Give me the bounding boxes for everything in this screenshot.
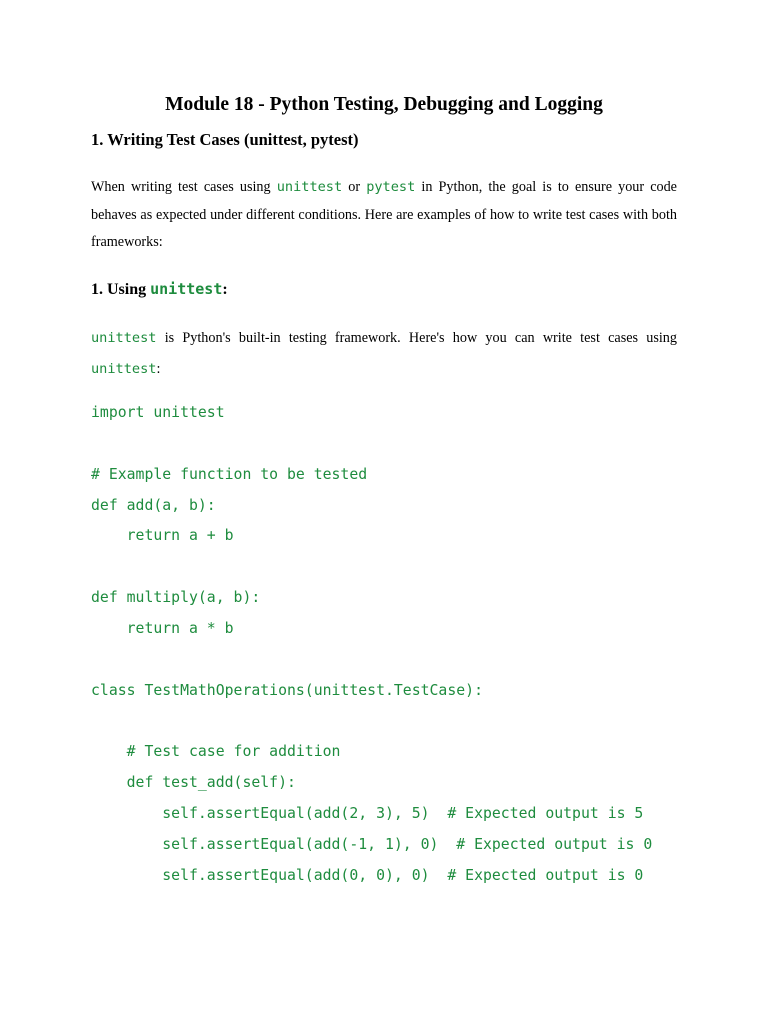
code-line: return a + b — [91, 527, 234, 545]
intro-text-3: in Python, the goal is to ensure your code behaves as expected under different conditions. Here are examples of how to write test cases with both frameworks: — [91, 179, 677, 250]
code-line: # Example function to be tested — [91, 465, 368, 483]
intro-text-1: When writing test cases using — [91, 179, 277, 195]
code-line — [91, 645, 652, 676]
unittest-para-code-2: unittest — [91, 361, 157, 377]
subheading-suffix: : — [222, 281, 228, 298]
unittest-para-text-1: is Python's built-in testing framework. Here's how you can write test cases using — [156, 330, 677, 346]
subheading-using-unittest — [91, 277, 228, 302]
intro-code-unittest: unittest — [276, 179, 343, 195]
code-line — [91, 429, 652, 460]
unittest-paragraph — [91, 323, 677, 385]
code-block — [91, 398, 652, 892]
code-line — [91, 552, 652, 583]
subheading-code: unittest — [150, 280, 223, 298]
document-title: Module 18 - Python Testing, Debugging and Logging — [165, 94, 603, 115]
intro-paragraph — [91, 174, 677, 257]
subheading-prefix: 1. Using — [91, 281, 151, 298]
unittest-para-text-2: : — [156, 361, 161, 377]
code-line: self.assertEqual(add(0, 0), 0) # Expected output is 0 — [91, 866, 644, 884]
code-line: return a * b — [91, 619, 234, 637]
unittest-para-code-1: unittest — [91, 330, 157, 346]
code-line: class TestMathOperations(unittest.TestCase): — [91, 681, 483, 699]
intro-code-pytest: pytest — [366, 179, 416, 195]
code-line: import unittest — [91, 404, 225, 421]
intro-text-2: or — [342, 179, 367, 195]
code-line: self.assertEqual(add(2, 3), 5) # Expected output is 5 — [91, 804, 644, 822]
code-line: self.assertEqual(add(-1, 1), 0) # Expected output is 0 — [91, 835, 653, 853]
code-line: # Test case for addition — [91, 743, 341, 761]
code-line: def add(a, b): — [91, 496, 216, 514]
code-line: def test_add(self): — [91, 774, 296, 792]
code-line: def multiply(a, b): — [91, 589, 261, 607]
code-line — [91, 706, 652, 737]
section-heading: 1. Writing Test Cases (unittest, pytest) — [91, 130, 359, 149]
